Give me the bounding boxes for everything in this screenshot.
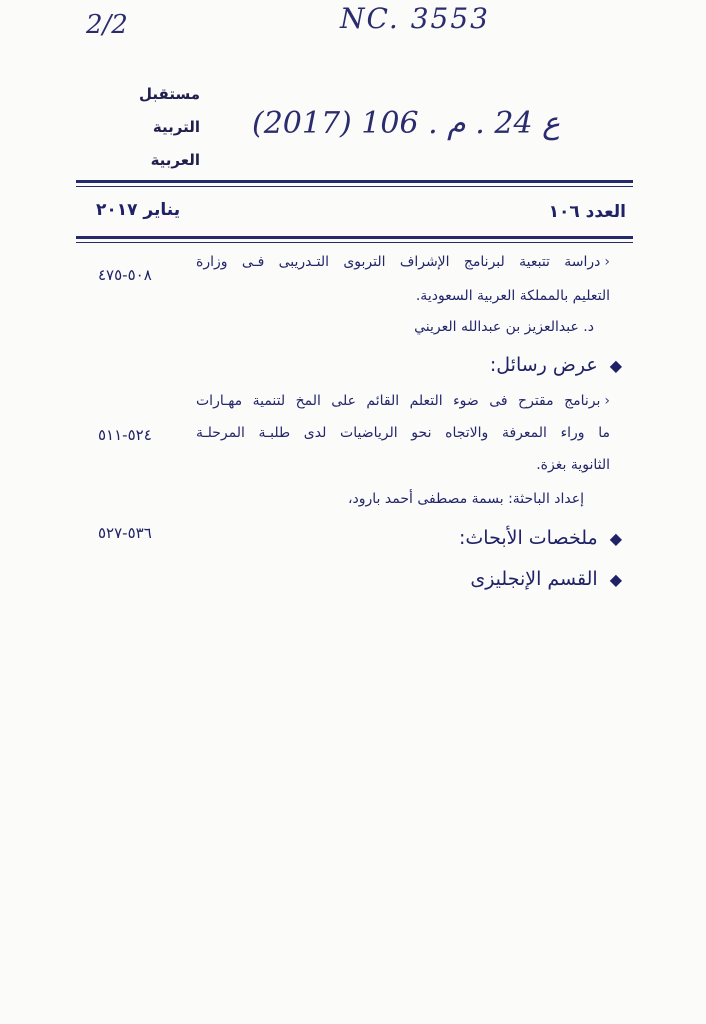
journal-title-line: التربية bbox=[152, 118, 200, 136]
diamond-icon: ◆ bbox=[609, 570, 622, 589]
journal-title bbox=[139, 78, 200, 177]
journal-title-line: العربية bbox=[150, 151, 200, 169]
header-rule-top bbox=[76, 180, 633, 183]
thesis-title-line-2: ما وراء المعرفة والاتجاه نحو الرياضيات لدى طلبـة المرحلـة bbox=[196, 425, 610, 441]
english-section-heading: ◆القسم الإنجليزى bbox=[470, 568, 622, 590]
chevron-bullet-icon: ‹ bbox=[604, 254, 610, 270]
study-title-line-1: ‹دراسة تتبعية لبرنامج الإشراف التربوى التـدريبى فـى وزارة bbox=[196, 254, 610, 270]
thesis-author: إعداد الباحثة: بسمة مصطفى أحمد بارود، bbox=[348, 491, 584, 507]
issue-number: العدد ١٠٦ bbox=[548, 202, 626, 222]
study-title-line-2: التعليم بالمملكة العربية السعودية. bbox=[415, 288, 610, 304]
study-author: د. عبدالعزيز بن عبدالله العريني bbox=[414, 319, 594, 335]
header-rule-bottom bbox=[76, 236, 633, 239]
chevron-bullet-icon: ‹ bbox=[604, 393, 610, 409]
thesis-title-line-3: الثانوية بغزة. bbox=[536, 457, 610, 473]
diamond-icon: ◆ bbox=[609, 529, 622, 548]
journal-title-line: مستقبل bbox=[139, 85, 200, 103]
handwritten-issue-reference: (2017) 106 . ع 24 . م bbox=[252, 106, 560, 141]
theses-heading: ◆عرض رسائل: bbox=[489, 354, 622, 376]
issue-date: يناير ٢٠١٧ bbox=[96, 200, 181, 220]
study-pages: ٥٠٨-٤٧٥ bbox=[98, 266, 152, 284]
abstracts-pages: ٥٣٦-٥٢٧ bbox=[98, 524, 152, 542]
header-rule-top-thin bbox=[76, 186, 633, 187]
thesis-title-line-1: ‹برنامج مقترح فى ضوء التعلم القائم على المخ لتنمية مهـارات bbox=[196, 393, 610, 409]
handwritten-page-mark: 2/2 bbox=[86, 10, 128, 40]
diamond-icon: ◆ bbox=[609, 356, 622, 375]
abstracts-heading: ◆ملخصات الأبحاث: bbox=[459, 527, 622, 549]
handwritten-catalog-number: NC. 3553 bbox=[340, 2, 490, 35]
thesis-pages: ٥٢٤-٥١١ bbox=[98, 426, 152, 444]
header-rule-bottom-thin bbox=[76, 242, 633, 243]
